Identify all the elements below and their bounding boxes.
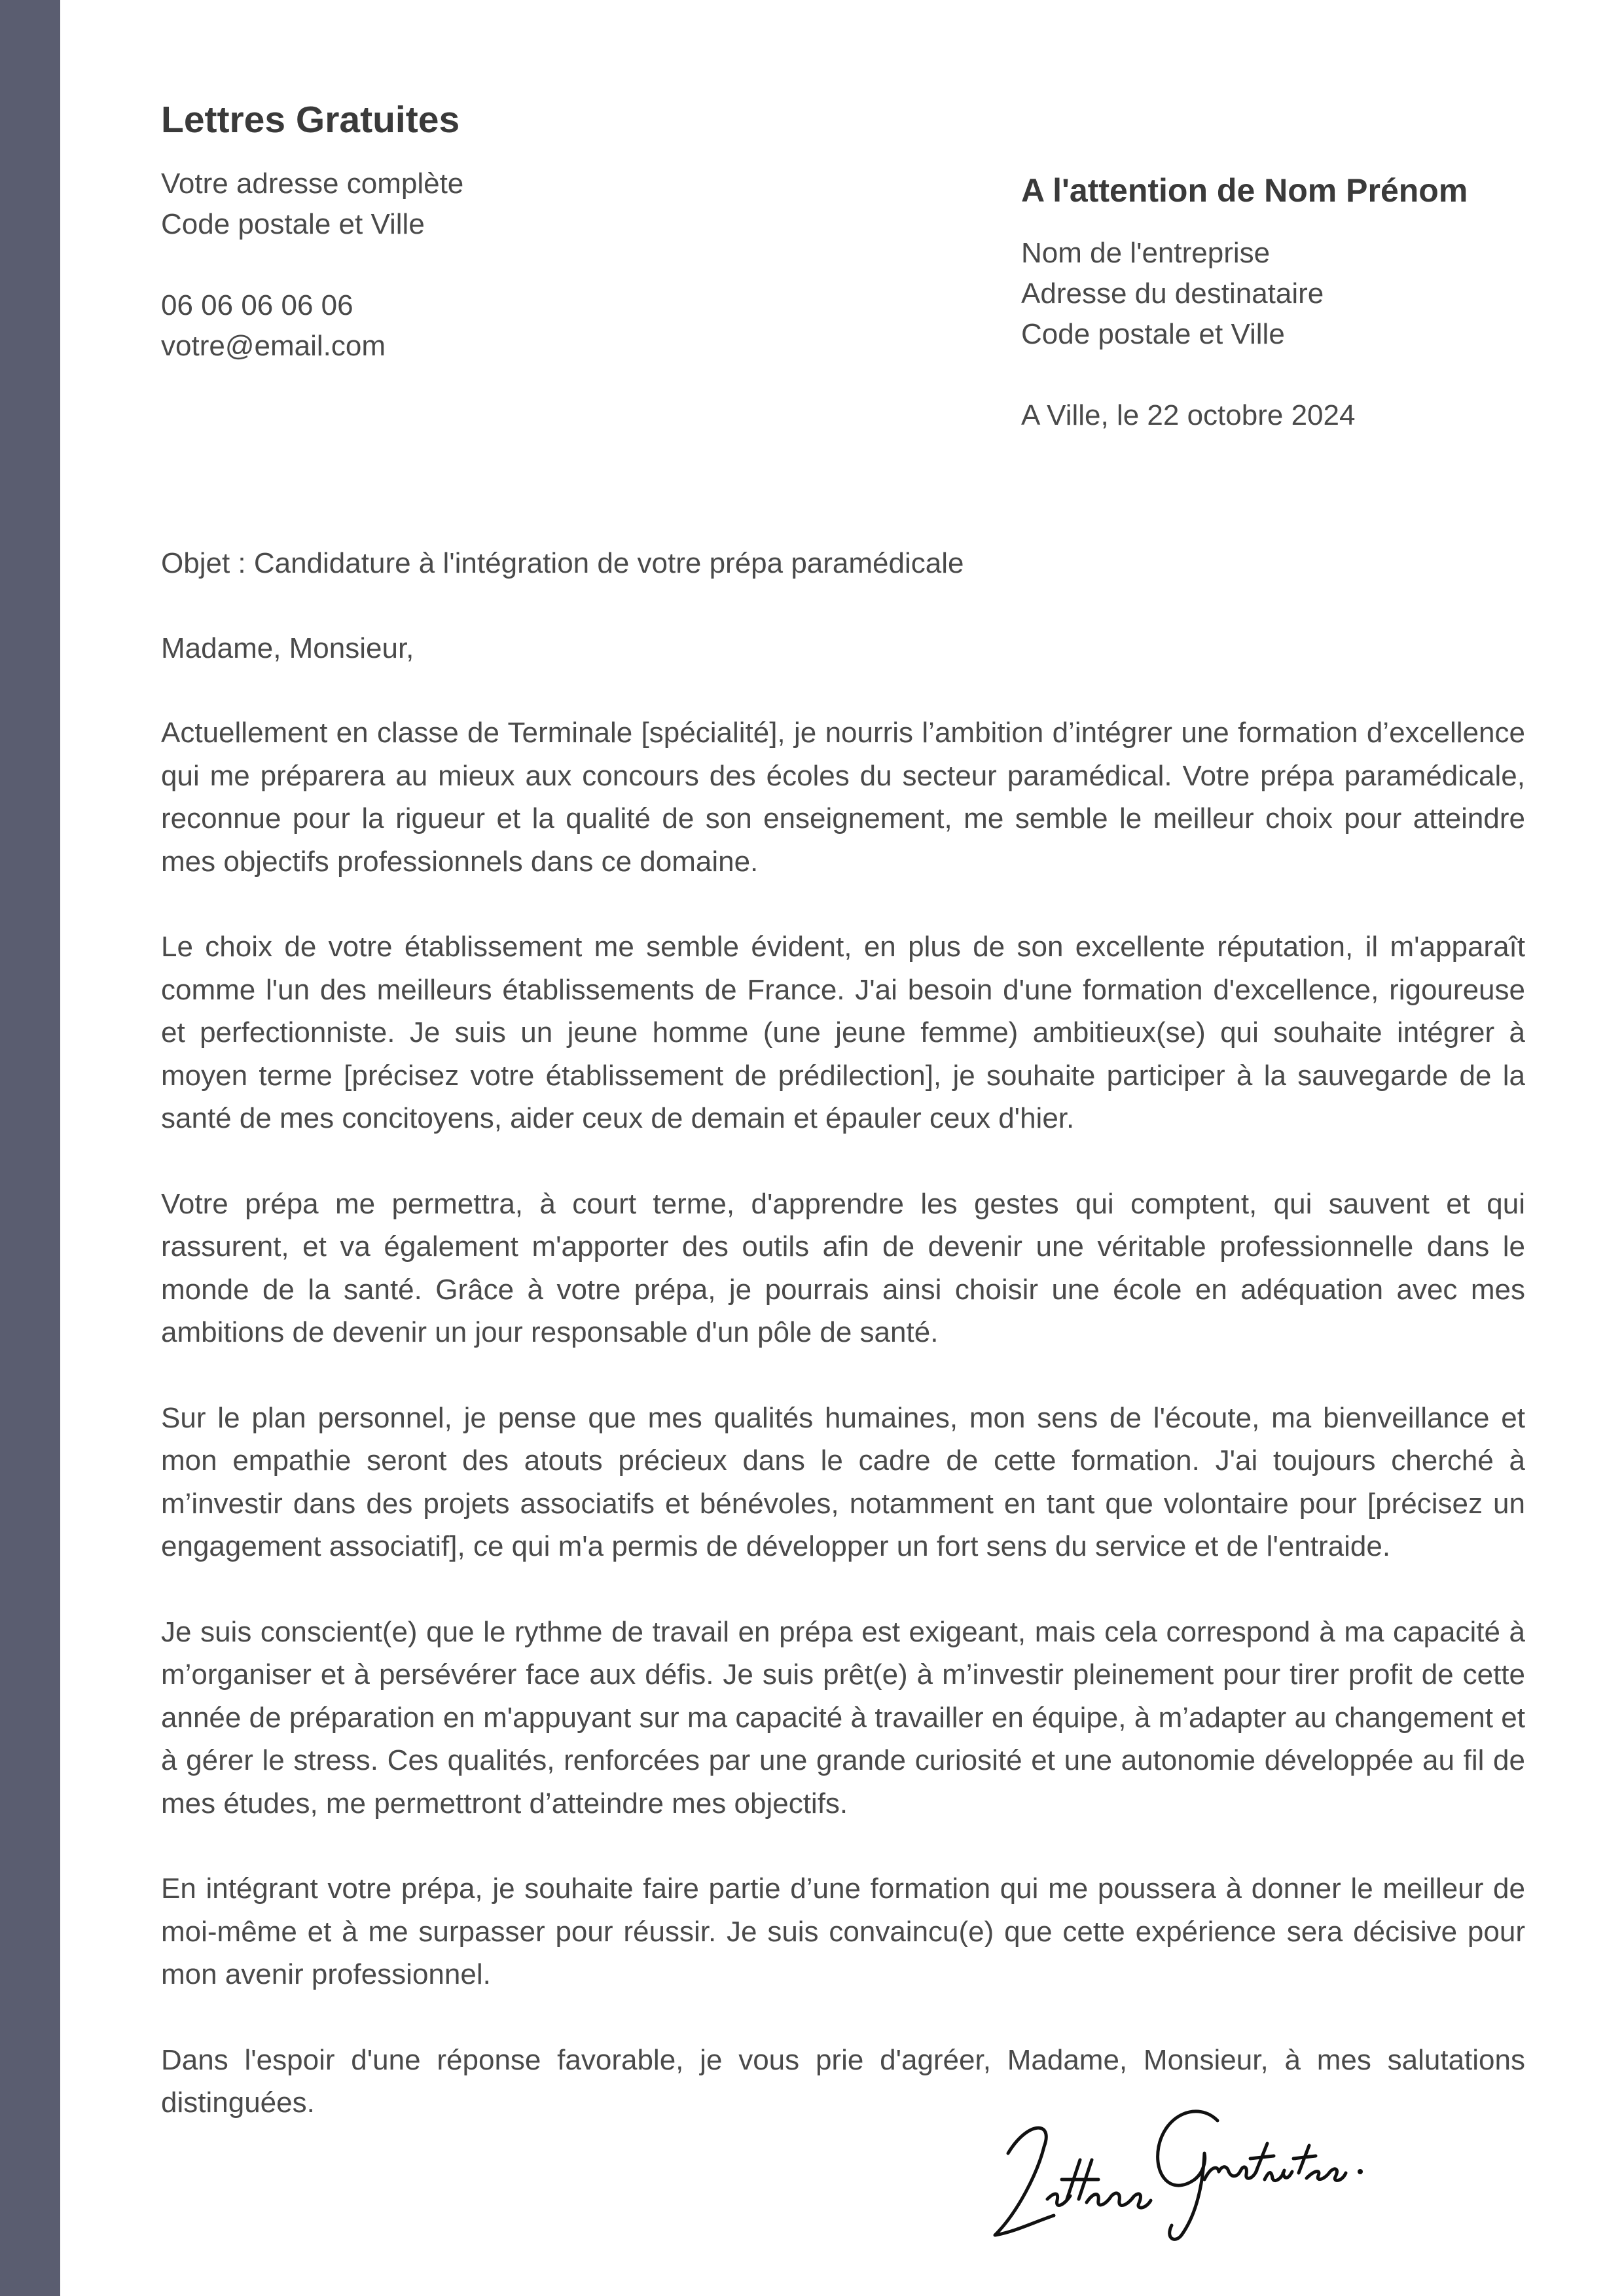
sender-address-line1: Votre adresse complète	[161, 168, 464, 200]
recipient-city: Code postale et Ville	[1021, 318, 1285, 350]
handwritten-signature	[982, 2081, 1375, 2251]
sender-address-line2: Code postale et Ville	[161, 208, 425, 240]
sender-email: votre@email.com	[161, 330, 386, 362]
letter-greeting: Madame, Monsieur,	[161, 632, 414, 664]
letter-subject: Objet : Candidature à l'intégration de votre prépa paramédicale	[161, 547, 964, 579]
body-paragraph-4: Sur le plan personnel, je pense que mes qualités humaines, mon sens de l'écoute, ma bienveillance et mon empathie seront des atouts précieux dans le cadre de cette formation. J'ai toujours cherché à m’investir dans des projets associatifs et bénévoles, notamment en tant que volontaire pour [précisez un engagement associatif], ce qui m'a permis de développer un fort sens du service et de l'entraide.	[161, 1401, 1525, 1562]
body-paragraph-5: Je suis conscient(e) que le rythme de travail en prépa est exigeant, mais cela correspond à ma capacité à m’organiser et à persévérer face aux défis. Je suis prêt(e) à m’investir pleinement pour tirer profit de cette année de préparation en m'appuyant sur ma capacité à travailler en équipe, à m’adapter au changement et à gérer le stress. Ces qualités, renforcées par une grande curiosité et une autonomie développée au fil de mes études, me permettront d’atteindre mes objectifs.	[161, 1615, 1525, 1820]
body-paragraph-6: En intégrant votre prépa, je souhaite faire partie d’une formation qui me poussera à donner le meilleur de moi-même et à me surpasser pour réussir. Je suis convaincu(e) que cette expérience sera décisive pour mon avenir professionnel.	[161, 1873, 1525, 1990]
closing-paragraph: Dans l'espoir d'une réponse favorable, je vous prie d'agréer, Madame, Monsieur, à mes salutations distinguées.	[161, 2043, 1525, 2119]
sender-name: Lettres Gratuites	[161, 99, 460, 141]
body-paragraph-2: Le choix de votre établissement me semble évident, en plus de son excellente réputation, il m'apparaît comme l'un des meilleurs établissements de France. J'ai besoin d'une formation d'excellence, rigoureuse et perfectionniste. Je suis un jeune homme (une jeune femme) ambitieux(se) qui souhaite intégrer à moyen terme [précisez votre établissement de prédilection], je souhaite participer à la sauvegarde de la santé de mes concitoyens, aider ceux de demain et épauler ceux d'hier.	[161, 931, 1525, 1134]
recipient-address-block	[1021, 233, 1324, 355]
recipient-attention: A l'attention de Nom Prénom	[1021, 172, 1468, 209]
body-paragraph-1: Actuellement en classe de Terminale [spécialité], je nourris l’ambition d’intégrer une formation d’excellence qui me préparera au mieux aux concours des écoles du secteur paramédical. Votre prépa paramédicale, reconnue pour la rigueur et la qualité de son enseignement, me semble le meilleur choix pour atteindre mes objectifs professionnels dans ce domaine.	[161, 717, 1525, 878]
sender-phone: 06 06 06 06 06	[161, 289, 353, 321]
sender-contact-block	[161, 164, 463, 367]
letter-date: A Ville, le 22 octobre 2024	[1021, 399, 1356, 431]
body-paragraph-3: Votre prépa me permettra, à court terme, d'apprendre les gestes qui comptent, qui sauvent et qui rassurent, et va également m'apporter des outils afin de devenir une véritable professionnelle dans le monde de la santé. Grâce à votre prépa, je pourrais ainsi choisir une école en adéquation avec mes ambitions de devenir un jour responsable d'un pôle de santé.	[161, 1187, 1525, 1348]
left-sidebar-band	[0, 0, 60, 2296]
letter-body	[161, 542, 1525, 2167]
recipient-address: Adresse du destinataire	[1021, 278, 1324, 310]
recipient-company: Nom de l'entreprise	[1021, 237, 1271, 269]
